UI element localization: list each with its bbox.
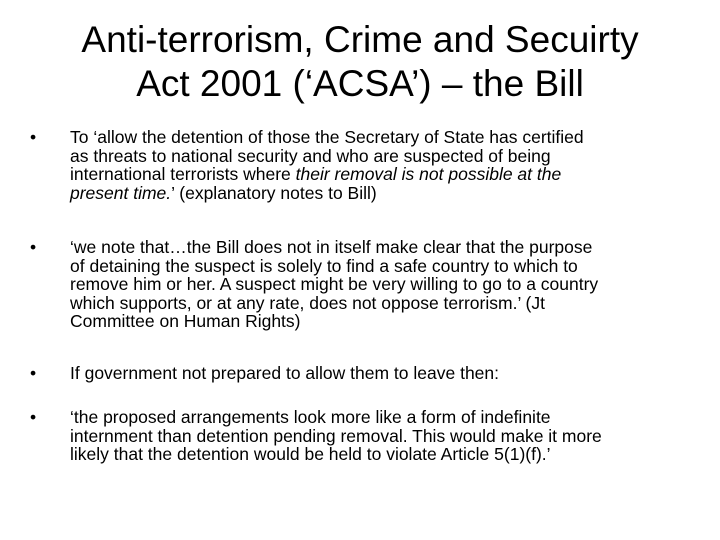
bullet-line: ‘we note that…the Bill does not in itself make clear that the purpose [70, 237, 593, 257]
bullet-text [70, 128, 710, 202]
bullet-line: To ‘allow the detention of those the Secretary of State has certified [70, 127, 584, 147]
bullet-line-part: ’ (explanatory notes to Bill) [171, 182, 377, 203]
title-line: Act 2001 (‘ACSA’) – the Bill [136, 63, 584, 104]
bullet-line [70, 184, 710, 203]
bullet-line-part: international terrorists where [70, 164, 296, 184]
bullet-dot-icon: • [30, 237, 37, 257]
bullet-line: Committee on Human Rights) [70, 311, 301, 331]
bullet-line: which supports, or at any rate, does not oppose terrorism.’ (Jt [70, 292, 545, 313]
bullet-emphasis: present time. [70, 182, 172, 203]
bullet-line: internment than detention pending removal. This would make it more [70, 425, 602, 446]
bullet-dot-icon: • [30, 127, 37, 147]
bullet-text [70, 364, 710, 383]
bullet-line: If government not prepared to allow them to leave then: [70, 363, 500, 383]
bullet-dot-icon: • [30, 363, 37, 383]
bullet-line: ‘the proposed arrangements look more like a form of indefinite [70, 407, 551, 427]
bullet-line: remove him or her. A suspect might be very willing to go to a country [70, 274, 599, 294]
bullet-line: of detaining the suspect is solely to find a safe country to which to [70, 255, 578, 276]
title-line: Anti-terrorism, Crime and Secuirty [81, 19, 639, 60]
bullet-line: as threats to national security and who are suspected of being [70, 145, 551, 166]
bullet-line [70, 165, 710, 184]
bullet-text [70, 408, 710, 464]
bullet-line: likely that the detention would be held to violate Article 5(1)(f).’ [70, 444, 551, 464]
bullet-text [70, 238, 710, 331]
bullet-dot-icon: • [30, 407, 37, 427]
bullet-emphasis: their removal is not possible at the [295, 164, 562, 184]
